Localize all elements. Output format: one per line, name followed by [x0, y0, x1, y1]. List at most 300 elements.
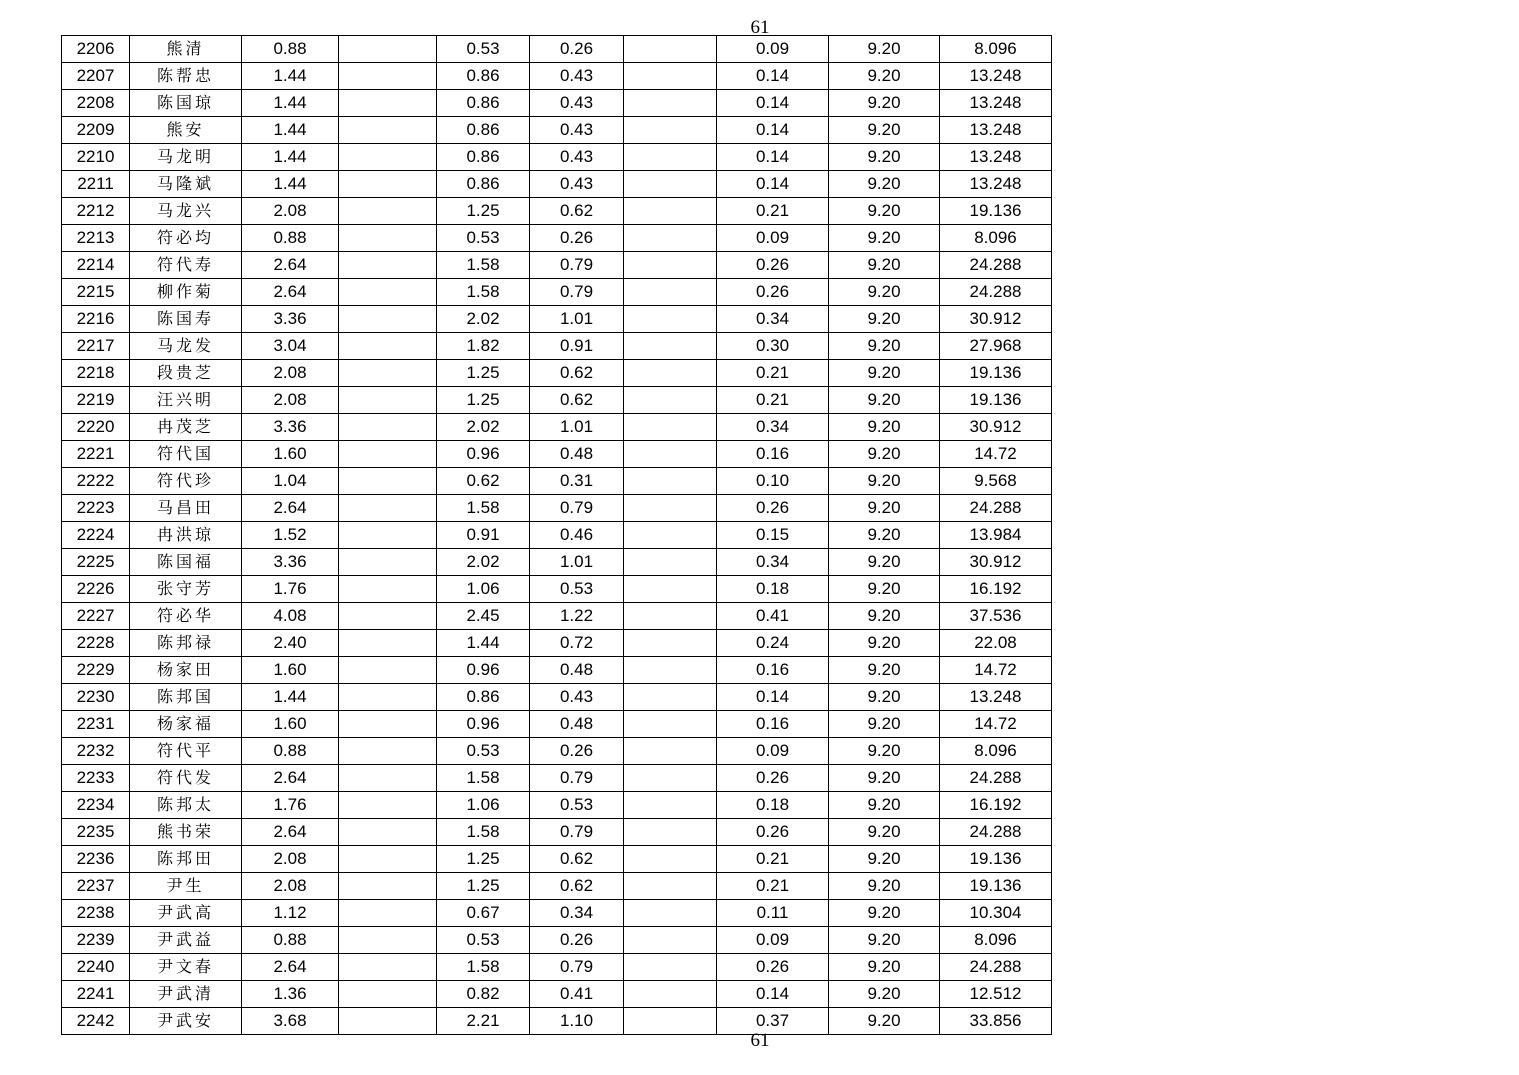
cell-col3: 0.53: [437, 738, 530, 765]
cell-col1: 3.68: [242, 1008, 339, 1035]
cell-col6: 0.21: [717, 846, 829, 873]
cell-col3: 0.53: [437, 225, 530, 252]
cell-col1: 1.60: [242, 657, 339, 684]
cell-col1: 1.44: [242, 684, 339, 711]
cell-col6: 0.21: [717, 873, 829, 900]
cell-col7: 9.20: [829, 441, 940, 468]
cell-col2: [339, 117, 437, 144]
cell-col5: [624, 252, 717, 279]
cell-col1: 2.64: [242, 819, 339, 846]
cell-id: 2231: [62, 711, 130, 738]
cell-col7: 9.20: [829, 549, 940, 576]
cell-col4: 0.43: [530, 63, 624, 90]
cell-col4: 0.46: [530, 522, 624, 549]
cell-col8: 13.984: [940, 522, 1052, 549]
table-row: [62, 576, 1052, 603]
cell-id: 2218: [62, 360, 130, 387]
cell-col5: [624, 846, 717, 873]
cell-col2: [339, 468, 437, 495]
cell-col1: 1.76: [242, 792, 339, 819]
cell-col7: 9.20: [829, 252, 940, 279]
cell-col8: 27.968: [940, 333, 1052, 360]
cell-col8: 16.192: [940, 792, 1052, 819]
cell-col6: 0.26: [717, 495, 829, 522]
cell-col4: 0.62: [530, 360, 624, 387]
cell-col1: 1.44: [242, 144, 339, 171]
cell-name: 马隆斌: [130, 171, 242, 198]
cell-col6: 0.21: [717, 198, 829, 225]
cell-name: 陈邦田: [130, 846, 242, 873]
cell-col2: [339, 549, 437, 576]
cell-col1: 3.36: [242, 306, 339, 333]
cell-col8: 19.136: [940, 846, 1052, 873]
cell-id: 2221: [62, 441, 130, 468]
cell-col8: 19.136: [940, 387, 1052, 414]
cell-col5: [624, 279, 717, 306]
cell-col2: [339, 225, 437, 252]
cell-col6: 0.14: [717, 144, 829, 171]
cell-col6: 0.14: [717, 90, 829, 117]
cell-col3: 1.25: [437, 846, 530, 873]
cell-col5: [624, 225, 717, 252]
cell-id: 2242: [62, 1008, 130, 1035]
cell-name: 陈国寿: [130, 306, 242, 333]
cell-col5: [624, 306, 717, 333]
cell-name: 马龙明: [130, 144, 242, 171]
cell-col2: [339, 36, 437, 63]
cell-id: 2233: [62, 765, 130, 792]
cell-col5: [624, 333, 717, 360]
cell-col6: 0.37: [717, 1008, 829, 1035]
table-row: [62, 738, 1052, 765]
cell-col3: 0.67: [437, 900, 530, 927]
cell-name: 尹武清: [130, 981, 242, 1008]
cell-col4: 1.01: [530, 306, 624, 333]
cell-col8: 19.136: [940, 198, 1052, 225]
cell-id: 2212: [62, 198, 130, 225]
cell-id: 2232: [62, 738, 130, 765]
cell-col8: 8.096: [940, 36, 1052, 63]
cell-col2: [339, 846, 437, 873]
cell-id: 2213: [62, 225, 130, 252]
table-row: [62, 144, 1052, 171]
cell-col3: 1.25: [437, 387, 530, 414]
cell-col6: 0.16: [717, 711, 829, 738]
cell-name: 马龙兴: [130, 198, 242, 225]
cell-col2: [339, 387, 437, 414]
cell-col2: [339, 603, 437, 630]
cell-name: 尹武安: [130, 1008, 242, 1035]
cell-col7: 9.20: [829, 576, 940, 603]
cell-col1: 1.52: [242, 522, 339, 549]
cell-col5: [624, 873, 717, 900]
cell-name: 陈帮忠: [130, 63, 242, 90]
cell-col5: [624, 981, 717, 1008]
cell-col2: [339, 441, 437, 468]
cell-col2: [339, 360, 437, 387]
cell-col5: [624, 360, 717, 387]
cell-col4: 0.79: [530, 954, 624, 981]
cell-id: 2239: [62, 927, 130, 954]
cell-col1: 2.64: [242, 765, 339, 792]
table-row: [62, 873, 1052, 900]
cell-col4: 0.26: [530, 36, 624, 63]
cell-id: 2235: [62, 819, 130, 846]
cell-col1: 0.88: [242, 225, 339, 252]
cell-col3: 0.86: [437, 63, 530, 90]
cell-col8: 24.288: [940, 252, 1052, 279]
cell-col5: [624, 198, 717, 225]
cell-col7: 9.20: [829, 900, 940, 927]
cell-col4: 0.26: [530, 738, 624, 765]
cell-name: 张守芳: [130, 576, 242, 603]
cell-id: 2227: [62, 603, 130, 630]
cell-name: 符必均: [130, 225, 242, 252]
cell-col3: 0.96: [437, 711, 530, 738]
cell-col7: 9.20: [829, 360, 940, 387]
cell-col2: [339, 144, 437, 171]
cell-col4: 0.43: [530, 171, 624, 198]
cell-col6: 0.09: [717, 738, 829, 765]
cell-col6: 0.26: [717, 819, 829, 846]
cell-col8: 14.72: [940, 657, 1052, 684]
page-number-bottom: 61: [750, 1030, 770, 1051]
cell-col5: [624, 522, 717, 549]
cell-col4: 1.01: [530, 549, 624, 576]
cell-col6: 0.26: [717, 765, 829, 792]
cell-col1: 3.04: [242, 333, 339, 360]
cell-col2: [339, 927, 437, 954]
cell-name: 段贵芝: [130, 360, 242, 387]
cell-col5: [624, 441, 717, 468]
cell-col8: 12.512: [940, 981, 1052, 1008]
cell-col8: 24.288: [940, 819, 1052, 846]
cell-col8: 13.248: [940, 171, 1052, 198]
cell-col7: 9.20: [829, 414, 940, 441]
cell-col2: [339, 522, 437, 549]
cell-col6: 0.34: [717, 549, 829, 576]
cell-col3: 1.58: [437, 279, 530, 306]
cell-col8: 13.248: [940, 117, 1052, 144]
cell-col3: 1.58: [437, 819, 530, 846]
cell-col8: 33.856: [940, 1008, 1052, 1035]
cell-id: 2217: [62, 333, 130, 360]
cell-name: 符代平: [130, 738, 242, 765]
cell-name: 符代发: [130, 765, 242, 792]
ledger-table: [61, 35, 1052, 1035]
cell-name: 陈邦太: [130, 792, 242, 819]
cell-col5: [624, 414, 717, 441]
cell-col4: 0.62: [530, 387, 624, 414]
cell-col1: 0.88: [242, 36, 339, 63]
cell-col2: [339, 279, 437, 306]
cell-name: 符代国: [130, 441, 242, 468]
cell-col1: 1.36: [242, 981, 339, 1008]
cell-col5: [624, 36, 717, 63]
cell-col5: [624, 63, 717, 90]
cell-col7: 9.20: [829, 522, 940, 549]
table-row: [62, 225, 1052, 252]
cell-col3: 1.82: [437, 333, 530, 360]
cell-col7: 9.20: [829, 1008, 940, 1035]
cell-col1: 1.12: [242, 900, 339, 927]
cell-col4: 0.26: [530, 927, 624, 954]
cell-name: 马龙发: [130, 333, 242, 360]
cell-id: 2208: [62, 90, 130, 117]
cell-col4: 0.43: [530, 90, 624, 117]
cell-col6: 0.15: [717, 522, 829, 549]
cell-id: 2225: [62, 549, 130, 576]
cell-col2: [339, 765, 437, 792]
cell-id: 2211: [62, 171, 130, 198]
cell-name: 冉茂芝: [130, 414, 242, 441]
cell-col8: 14.72: [940, 441, 1052, 468]
cell-col2: [339, 873, 437, 900]
table-row: [62, 792, 1052, 819]
cell-name: 陈邦国: [130, 684, 242, 711]
cell-col1: 2.08: [242, 846, 339, 873]
cell-col5: [624, 495, 717, 522]
cell-col3: 1.25: [437, 360, 530, 387]
cell-col1: 2.64: [242, 495, 339, 522]
cell-name: 符必华: [130, 603, 242, 630]
table-row: [62, 36, 1052, 63]
cell-col6: 0.14: [717, 684, 829, 711]
cell-col4: 0.31: [530, 468, 624, 495]
cell-col3: 1.58: [437, 495, 530, 522]
cell-col3: 0.53: [437, 36, 530, 63]
cell-col6: 0.16: [717, 441, 829, 468]
cell-col6: 0.11: [717, 900, 829, 927]
cell-id: 2214: [62, 252, 130, 279]
cell-id: 2219: [62, 387, 130, 414]
cell-id: 2206: [62, 36, 130, 63]
ledger-body: [62, 36, 1052, 1035]
cell-col1: 2.08: [242, 873, 339, 900]
cell-col6: 0.14: [717, 117, 829, 144]
table-row: [62, 1008, 1052, 1035]
cell-col2: [339, 954, 437, 981]
cell-col6: 0.26: [717, 279, 829, 306]
cell-col5: [624, 630, 717, 657]
cell-name: 冉洪琼: [130, 522, 242, 549]
cell-col7: 9.20: [829, 630, 940, 657]
cell-col7: 9.20: [829, 225, 940, 252]
cell-col2: [339, 333, 437, 360]
cell-col5: [624, 1008, 717, 1035]
cell-col8: 9.568: [940, 468, 1052, 495]
cell-col6: 0.09: [717, 36, 829, 63]
cell-id: 2237: [62, 873, 130, 900]
table-row: [62, 117, 1052, 144]
cell-col7: 9.20: [829, 711, 940, 738]
cell-name: 汪兴明: [130, 387, 242, 414]
cell-id: 2236: [62, 846, 130, 873]
cell-col1: 2.64: [242, 252, 339, 279]
cell-col8: 13.248: [940, 684, 1052, 711]
cell-col4: 0.53: [530, 792, 624, 819]
cell-col4: 0.91: [530, 333, 624, 360]
table-row: [62, 63, 1052, 90]
cell-name: 尹武益: [130, 927, 242, 954]
table-row: [62, 495, 1052, 522]
cell-col4: 0.43: [530, 144, 624, 171]
cell-name: 杨家福: [130, 711, 242, 738]
cell-col2: [339, 198, 437, 225]
cell-col2: [339, 252, 437, 279]
cell-col3: 1.25: [437, 873, 530, 900]
cell-col4: 0.79: [530, 495, 624, 522]
cell-id: 2229: [62, 657, 130, 684]
cell-name: 尹生: [130, 873, 242, 900]
cell-name: 杨家田: [130, 657, 242, 684]
cell-col1: 2.08: [242, 198, 339, 225]
cell-col7: 9.20: [829, 873, 940, 900]
cell-col2: [339, 576, 437, 603]
cell-col4: 0.48: [530, 441, 624, 468]
cell-col3: 0.86: [437, 171, 530, 198]
cell-col7: 9.20: [829, 927, 940, 954]
cell-col2: [339, 981, 437, 1008]
cell-col4: 1.10: [530, 1008, 624, 1035]
cell-col4: 0.79: [530, 252, 624, 279]
cell-col6: 0.41: [717, 603, 829, 630]
cell-col4: 0.48: [530, 711, 624, 738]
cell-col8: 14.72: [940, 711, 1052, 738]
table-row: [62, 198, 1052, 225]
table-row: [62, 414, 1052, 441]
cell-id: 2209: [62, 117, 130, 144]
cell-col2: [339, 900, 437, 927]
table-row: [62, 819, 1052, 846]
cell-col6: 0.34: [717, 306, 829, 333]
cell-col8: 19.136: [940, 360, 1052, 387]
cell-col6: 0.14: [717, 63, 829, 90]
cell-col7: 9.20: [829, 333, 940, 360]
cell-col2: [339, 792, 437, 819]
table-row: [62, 900, 1052, 927]
cell-col7: 9.20: [829, 495, 940, 522]
cell-col3: 1.58: [437, 252, 530, 279]
table-row: [62, 549, 1052, 576]
cell-col6: 0.30: [717, 333, 829, 360]
cell-col6: 0.18: [717, 576, 829, 603]
cell-col5: [624, 765, 717, 792]
cell-col2: [339, 819, 437, 846]
table-row: [62, 684, 1052, 711]
cell-id: 2215: [62, 279, 130, 306]
cell-col5: [624, 603, 717, 630]
cell-col1: 3.36: [242, 414, 339, 441]
cell-col4: 0.79: [530, 765, 624, 792]
cell-col8: 16.192: [940, 576, 1052, 603]
cell-name: 熊安: [130, 117, 242, 144]
cell-col4: 0.72: [530, 630, 624, 657]
table-row: [62, 441, 1052, 468]
cell-name: 熊书荣: [130, 819, 242, 846]
cell-col2: [339, 711, 437, 738]
cell-id: 2241: [62, 981, 130, 1008]
cell-col4: 0.53: [530, 576, 624, 603]
cell-col7: 9.20: [829, 306, 940, 333]
cell-col2: [339, 1008, 437, 1035]
cell-name: 熊清: [130, 36, 242, 63]
table-row: [62, 846, 1052, 873]
table-row: [62, 252, 1052, 279]
cell-col4: 0.34: [530, 900, 624, 927]
cell-col6: 0.14: [717, 171, 829, 198]
cell-col1: 1.60: [242, 711, 339, 738]
cell-id: 2223: [62, 495, 130, 522]
table-row: [62, 279, 1052, 306]
cell-col4: 0.79: [530, 279, 624, 306]
cell-col4: 0.62: [530, 846, 624, 873]
cell-id: 2224: [62, 522, 130, 549]
cell-col8: 19.136: [940, 873, 1052, 900]
cell-id: 2240: [62, 954, 130, 981]
cell-col7: 9.20: [829, 144, 940, 171]
cell-col2: [339, 63, 437, 90]
cell-col3: 0.86: [437, 90, 530, 117]
cell-col1: 1.44: [242, 63, 339, 90]
cell-col4: 0.62: [530, 198, 624, 225]
cell-col2: [339, 90, 437, 117]
cell-col2: [339, 306, 437, 333]
cell-col1: 4.08: [242, 603, 339, 630]
cell-col6: 0.34: [717, 414, 829, 441]
cell-col2: [339, 414, 437, 441]
cell-col7: 9.20: [829, 819, 940, 846]
table-row: [62, 954, 1052, 981]
cell-col5: [624, 684, 717, 711]
cell-col7: 9.20: [829, 684, 940, 711]
cell-col1: 1.44: [242, 90, 339, 117]
cell-col5: [624, 927, 717, 954]
cell-col3: 0.96: [437, 657, 530, 684]
cell-col3: 0.86: [437, 144, 530, 171]
cell-col3: 0.62: [437, 468, 530, 495]
cell-col3: 0.82: [437, 981, 530, 1008]
cell-col5: [624, 711, 717, 738]
cell-col4: 0.26: [530, 225, 624, 252]
table-row: [62, 630, 1052, 657]
cell-col8: 13.248: [940, 144, 1052, 171]
cell-col7: 9.20: [829, 981, 940, 1008]
cell-id: 2216: [62, 306, 130, 333]
cell-col1: 1.76: [242, 576, 339, 603]
cell-col7: 9.20: [829, 954, 940, 981]
cell-col8: 22.08: [940, 630, 1052, 657]
cell-id: 2222: [62, 468, 130, 495]
cell-col6: 0.09: [717, 225, 829, 252]
table-row: [62, 360, 1052, 387]
cell-id: 2228: [62, 630, 130, 657]
cell-col1: 2.64: [242, 279, 339, 306]
cell-col4: 0.41: [530, 981, 624, 1008]
cell-col1: 2.64: [242, 954, 339, 981]
cell-col6: 0.24: [717, 630, 829, 657]
table-row: [62, 603, 1052, 630]
cell-col4: 0.43: [530, 684, 624, 711]
cell-col8: 24.288: [940, 495, 1052, 522]
cell-col8: 8.096: [940, 927, 1052, 954]
cell-col8: 30.912: [940, 414, 1052, 441]
table-row: [62, 981, 1052, 1008]
cell-col7: 9.20: [829, 792, 940, 819]
cell-col7: 9.20: [829, 36, 940, 63]
table-row: [62, 333, 1052, 360]
cell-col3: 2.21: [437, 1008, 530, 1035]
